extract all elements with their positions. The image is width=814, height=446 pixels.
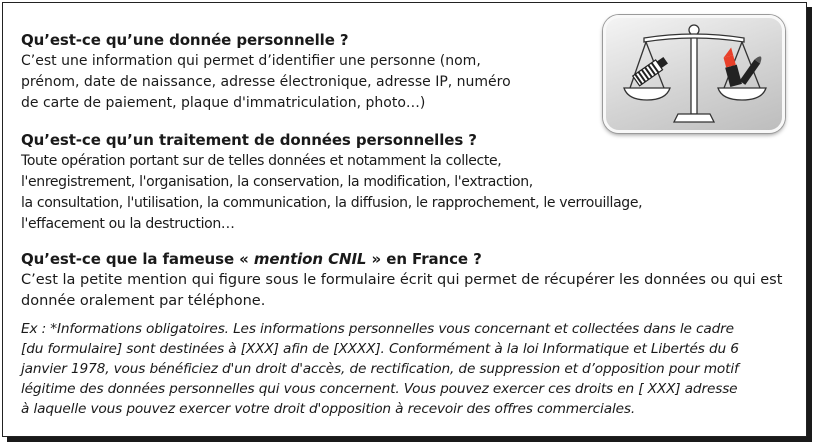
example-line: [du formulaire] sont destinées à [XXX] afin de [XXXX]. Conformément à la loi Informatique et Libertés du 6 [21, 341, 739, 357]
section-line: donnée oralement par téléphone. [21, 293, 266, 309]
section-line: C’est une information qui permet d’identifier une personne (nom, [21, 53, 481, 69]
scales-of-justice-icon [606, 18, 782, 130]
section-line: prénom, date de naissance, adresse électronique, adresse IP, numéro [21, 74, 511, 90]
section-title: Qu’est-ce que la fameuse « mention CNIL » en France ? [21, 250, 482, 268]
info-panel [2, 2, 807, 437]
section-personal-data [21, 30, 536, 114]
example-line: janvier 1978, vous bénéficiez d'un droit d'accès, de rectification, de suppression et d’opposition pour motif [21, 361, 739, 377]
section-line: Toute opération portant sur de telles données et notamment la collecte, [21, 153, 502, 169]
section-data-processing [21, 130, 671, 235]
section-line: la consultation, l'utilisation, la communication, la diffusion, le rapprochement, le verrouillage, [21, 195, 643, 211]
example-line: Ex : *Informations obligatoires. Les informations personnelles vous concernant et collectées dans le cadre [21, 321, 734, 337]
example-line: à laquelle vous pouvez exercer votre droit d'opposition à recevoir des offres commerciales. [21, 401, 636, 417]
example-line: légitime des données personnelles qui vous concernent. Vous pouvez exercer ces droits en [ XXX] adresse [21, 381, 738, 397]
section-line: l'enregistrement, l'organisation, la conservation, la modification, l'extraction, [21, 174, 533, 190]
section-line: C’est la petite mention qui figure sous le formulaire écrit qui permet de récupérer les données ou qui est [21, 272, 783, 288]
title-emphasis: mention CNIL [253, 250, 367, 268]
section-cnil-mention [21, 249, 801, 419]
speech-bubble-illustration [603, 15, 785, 155]
speech-bubble [603, 15, 785, 133]
cnil-example [21, 319, 801, 419]
section-line: l'effacement ou la destruction… [21, 216, 235, 232]
section-title: Qu’est-ce qu’un traitement de données personnelles ? [21, 131, 477, 149]
section-line: de carte de paiement, plaque d'immatriculation, photo…) [21, 95, 426, 111]
section-title: Qu’est-ce qu’une donnée personnelle ? [21, 31, 349, 49]
